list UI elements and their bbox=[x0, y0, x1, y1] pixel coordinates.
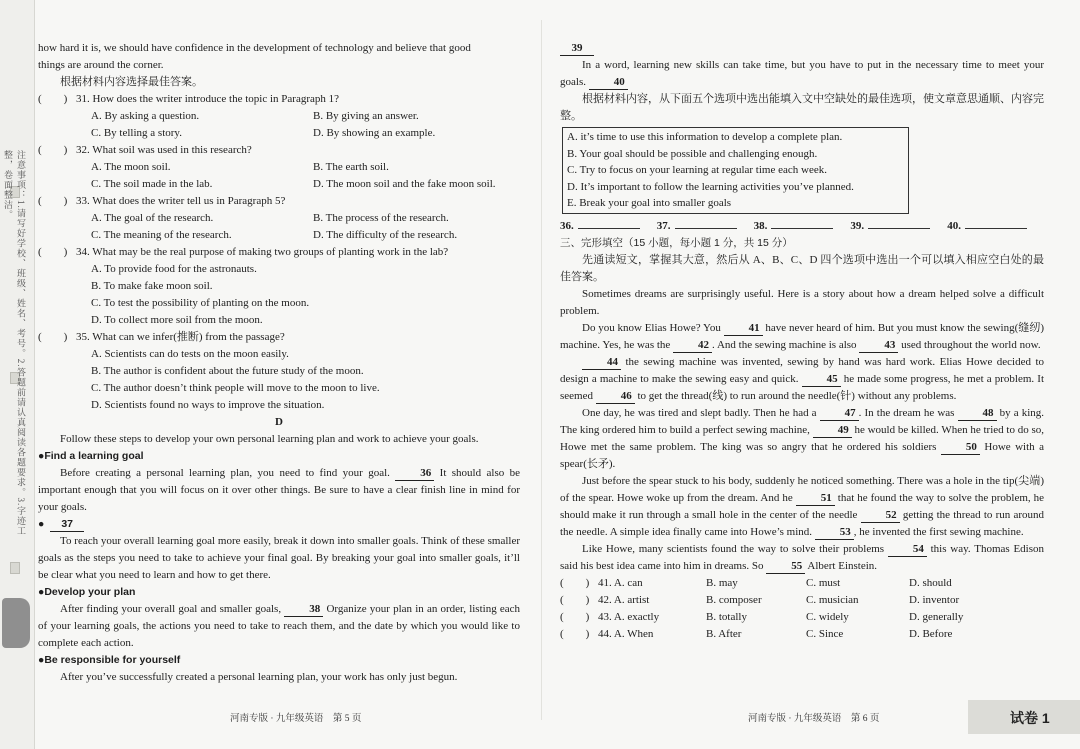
instruction-c: 根据材料内容选择最佳答案。 bbox=[60, 76, 203, 88]
choice-d: D. Before bbox=[909, 627, 953, 640]
option-a: A. The moon soil. bbox=[91, 161, 171, 173]
option-c: C. By telling a story. bbox=[91, 127, 182, 139]
text: Like Howe, many scientists found the way to solve their problems bbox=[582, 542, 885, 555]
question-31 bbox=[38, 91, 520, 142]
blank-37[interactable]: 37 bbox=[50, 518, 84, 532]
text: After finding your overall goal and smaller goals, bbox=[60, 603, 282, 615]
choice-d: D. inventor bbox=[909, 593, 960, 606]
text: Before creating a personal learning plan, you need to find your goal. bbox=[60, 467, 390, 479]
answer-lines bbox=[560, 217, 1044, 235]
question-stem: 35. What can we infer(推断) from the passage? bbox=[76, 331, 285, 343]
slot-label: 39. bbox=[850, 219, 865, 232]
choice-d: D. should bbox=[909, 576, 952, 589]
choice-a: 42. A. artist bbox=[598, 593, 650, 606]
options-box bbox=[562, 127, 909, 214]
option-list bbox=[91, 261, 520, 329]
blank-51[interactable]: 51 bbox=[796, 492, 835, 506]
box-option-b: B. Your goal should be possible and challenging enough. bbox=[567, 147, 818, 160]
answer-paren[interactable]: ( ) bbox=[38, 195, 68, 207]
choice-c: C. widely bbox=[806, 610, 849, 623]
text: to get the thread(线) to run around the needle(针) without any problems. bbox=[637, 389, 957, 402]
page-6 bbox=[560, 40, 1044, 700]
cloze-para6 bbox=[560, 541, 1044, 575]
page-footer-right: 河南专版 · 九年级英语 第 6 页 bbox=[748, 714, 880, 724]
instruction-cloze: 先通读短文，掌握其大意，然后从 A、B、C、D 四个选项中选出一个可以填入相应空白处的最佳答案。 bbox=[560, 253, 1044, 283]
option-c: C. The meaning of the research. bbox=[91, 229, 232, 241]
text: One day, he was tired and slept badly. Then he had a bbox=[582, 406, 817, 419]
slot-label: 36. bbox=[560, 219, 574, 232]
choice-a: 41. A. can bbox=[598, 576, 643, 589]
option-d: D. By showing an example. bbox=[313, 127, 436, 139]
text: the sewing machine was invented, sewing by hand was hard work. Elias Howe decided to design a machine to make the sewing easy and quick. bbox=[560, 355, 1045, 385]
subheading-text: Find a learning goal bbox=[44, 450, 144, 462]
question-stem: 32. What soil was used in this research? bbox=[76, 144, 252, 156]
text: Just before the spear stuck to his body, suddenly he noticed something. There was a hole in the tip(尖端) of the spear. Howe woke up from the dream. And he bbox=[560, 474, 1044, 504]
section-3-title: 三、完形填空（15 小题，每小题 1 分，共 15 分） bbox=[560, 236, 793, 249]
answer-paren[interactable]: ( ) bbox=[38, 246, 68, 258]
text: by a king. The king ordered him to build a perfect sewing machine, bbox=[560, 406, 1045, 436]
choice-c: C. musician bbox=[806, 593, 859, 606]
binding-grip bbox=[2, 598, 30, 648]
blank-54[interactable]: 54 bbox=[888, 543, 927, 557]
option-a: A. Scientists can do tests on the moon easily. bbox=[91, 348, 289, 360]
answer-slot-37[interactable] bbox=[657, 217, 754, 235]
answer-slot-38[interactable] bbox=[754, 217, 851, 235]
text: this way. Thomas Edison said his best idea came into him in dreams. So bbox=[560, 542, 1044, 572]
choice-c: C. must bbox=[806, 576, 841, 589]
choice-b: B. composer bbox=[706, 593, 762, 606]
option-c: C. The author doesn’t think people will move to the moon to live. bbox=[91, 382, 380, 394]
option-d: D. The difficulty of the research. bbox=[313, 229, 458, 241]
answer-paren[interactable]: ( ) bbox=[38, 93, 68, 105]
option-a: A. By asking a question. bbox=[91, 110, 200, 122]
cloze-para2 bbox=[560, 320, 1044, 354]
blank-47[interactable]: 47 bbox=[820, 407, 859, 421]
answer-paren[interactable]: ( ) bbox=[560, 610, 590, 623]
text: It should also be important enough that you will focus on it over other things. Be sure to have a clear finish line in mind for your goals. bbox=[38, 467, 520, 513]
blank-55[interactable]: 55 bbox=[766, 560, 805, 574]
option-a: A. The goal of the research. bbox=[91, 212, 214, 224]
choice-a: 43. A. exactly bbox=[598, 610, 660, 623]
question-stem: 31. How does the writer introduce the topic in Paragraph 1? bbox=[76, 93, 340, 105]
subheading-text: Develop your plan bbox=[44, 586, 136, 598]
option-list bbox=[91, 346, 520, 414]
answer-slot-40[interactable] bbox=[947, 217, 1044, 235]
blank-48[interactable]: 48 bbox=[958, 407, 997, 421]
blank-49[interactable]: 49 bbox=[813, 424, 852, 438]
blank-45[interactable]: 45 bbox=[802, 373, 841, 387]
subheading: ●Develop your plan bbox=[38, 586, 136, 598]
box-option-e: E. Break your goal into smaller goals bbox=[567, 197, 732, 209]
answer-paren[interactable]: ( ) bbox=[560, 627, 590, 640]
subheading-blank: ● 37 bbox=[38, 516, 520, 533]
option-b: B. The author is confident about the future study of the moon. bbox=[91, 365, 364, 377]
text: he made some progress, he met a problem. It seemed bbox=[560, 372, 1044, 402]
text: Albert Einstein. bbox=[807, 559, 878, 572]
subheading-text: Be responsible for yourself bbox=[44, 654, 181, 666]
blank-53[interactable]: 53 bbox=[815, 526, 854, 540]
question-stem: 33. What does the writer tell us in Paragraph 5? bbox=[76, 195, 286, 207]
passage-d-para2: To reach your overall learning goal more easily, break it down into smaller goals. Think of these smaller goals as the steps you need to take to achieve your final goal. By breaking your goal into smaller goals, it’ll be clear what you need to learn and how to get there. bbox=[38, 535, 520, 581]
blank-46[interactable]: 46 bbox=[596, 390, 635, 404]
blank-42[interactable]: 42 bbox=[673, 339, 712, 353]
question-33 bbox=[38, 193, 520, 244]
binding-mark bbox=[10, 562, 20, 574]
cloze-para1: Sometimes dreams are surprisingly useful. Here is a story about how a dream helped solve a difficult problem. bbox=[560, 287, 1044, 317]
text: getting the thread to run around the needle. A simple idea finally came into Howe’s mind. bbox=[560, 508, 1045, 538]
cloze-para3 bbox=[560, 354, 1044, 405]
choice-b: B. After bbox=[706, 627, 742, 640]
blank-39[interactable]: 39 bbox=[560, 42, 594, 56]
answer-slot-39[interactable] bbox=[850, 217, 947, 235]
option-d: D. Scientists found no ways to improve the situation. bbox=[91, 399, 325, 411]
text-line: how hard it is, we should have confidence in the development of technology and believe that good bbox=[38, 42, 471, 54]
blank-43[interactable]: 43 bbox=[859, 339, 898, 353]
subheading: ●Be responsible for yourself bbox=[38, 654, 181, 666]
option-a: A. To provide food for the astronauts. bbox=[91, 263, 257, 275]
binding-margin bbox=[0, 0, 35, 749]
text: Do you know Elias Howe? You bbox=[582, 321, 721, 334]
slot-label: 37. bbox=[656, 219, 671, 232]
badge-label: 试卷 1 bbox=[1010, 710, 1050, 726]
question-34 bbox=[38, 244, 520, 329]
page-5 bbox=[38, 40, 520, 700]
choice-a: 44. A. When bbox=[598, 627, 654, 640]
answer-paren[interactable]: ( ) bbox=[38, 331, 68, 343]
text: that he found the way to solve the problem, he should make it run through a small hole in the center of the needle bbox=[560, 491, 1045, 521]
passage-c-ending bbox=[38, 40, 520, 74]
text: have never heard of him. But you must know the sewing(缝纫) machine. Yes, he was the bbox=[560, 321, 1045, 351]
text: used throughout the world now. bbox=[901, 338, 1041, 351]
text: . And the sewing machine is also bbox=[712, 338, 857, 351]
text-line: things are around the corner. bbox=[38, 59, 164, 71]
option-b: B. To make fake moon soil. bbox=[91, 280, 213, 292]
subheading: ●Find a learning goal bbox=[38, 450, 144, 462]
option-d: D. The moon soil and the fake moon soil. bbox=[313, 178, 496, 190]
blank-44[interactable]: 44 bbox=[582, 356, 621, 370]
option-c: C. The soil made in the lab. bbox=[91, 178, 213, 190]
blank-38[interactable]: 38 bbox=[284, 603, 323, 617]
box-option-a: A. it’s time to use this information to develop a complete plan. bbox=[567, 131, 843, 143]
text: . In the dream he was bbox=[858, 406, 955, 419]
blank-41[interactable]: 41 bbox=[724, 322, 763, 336]
question-35 bbox=[38, 329, 520, 414]
option-b: B. By giving an answer. bbox=[313, 110, 419, 122]
page-footer-left: 河南专版 · 九年级英语 第 5 页 bbox=[230, 714, 362, 724]
passage-d-para3 bbox=[38, 601, 520, 652]
text: , he invented the first sewing machine. bbox=[853, 525, 1024, 538]
question-32 bbox=[38, 142, 520, 193]
box-option-d: D. It’s important to follow the learning activities you’ve planned. bbox=[567, 180, 854, 193]
answer-paren[interactable]: ( ) bbox=[560, 593, 590, 606]
choice-d: D. generally bbox=[909, 610, 964, 623]
section-d-title: D bbox=[275, 416, 283, 428]
passage-d-para1 bbox=[38, 465, 520, 516]
binding-notice: 注意事项：1.请写好学校、班级、姓名、考号。2.答题前请认真阅读各题要求。3.字迹工整，卷面整洁。 bbox=[3, 150, 26, 537]
passage-d-conclusion bbox=[560, 57, 1044, 91]
answer-paren[interactable]: ( ) bbox=[560, 576, 590, 589]
choice-c: C. Since bbox=[806, 627, 844, 640]
passage-d-para4: After you’ve successfully created a personal learning plan, your work has only just begun. bbox=[60, 671, 458, 683]
slot-label: 40. bbox=[947, 219, 961, 232]
text: Organize your plan in an order, listing each of your learning goals, the actions you need to take to reach them, and the date by which you would like to complete each action. bbox=[38, 603, 521, 649]
question-stem: 34. What may be the real purpose of making two groups of planting work in the lab? bbox=[76, 246, 449, 258]
slot-label: 38. bbox=[753, 219, 768, 232]
cloze-para4 bbox=[560, 405, 1044, 473]
option-d: D. To collect more soil from the moon. bbox=[91, 314, 263, 326]
blank-50[interactable]: 50 bbox=[941, 441, 980, 455]
box-option-c: C. Try to focus on your learning at regular time each week. bbox=[567, 164, 827, 176]
passage-d-continued bbox=[560, 40, 1044, 57]
text: In a word, learning new skills can take time, but you have to put in the necessary time to meet your goals. bbox=[560, 59, 1044, 88]
option-c: C. To test the possibility of planting on the moon. bbox=[91, 297, 310, 309]
page-divider bbox=[541, 20, 542, 720]
answer-slot-36[interactable] bbox=[560, 217, 657, 235]
text: Howe with a spear(长矛). bbox=[560, 440, 1044, 470]
option-b: B. The process of the research. bbox=[313, 212, 449, 224]
blank-52[interactable]: 52 bbox=[861, 509, 900, 523]
passage-d-intro: Follow these steps to develop your own personal learning plan and work to achieve your goals. bbox=[60, 433, 479, 445]
option-b: B. The earth soil. bbox=[313, 161, 389, 173]
choice-b: B. totally bbox=[706, 610, 747, 623]
blank-36[interactable]: 36 bbox=[395, 467, 434, 481]
paper-badge bbox=[968, 700, 1080, 734]
blank-40[interactable]: 40 bbox=[589, 76, 628, 90]
cloze-choices bbox=[560, 575, 1044, 643]
cloze-para5 bbox=[560, 473, 1044, 541]
choice-b: B. may bbox=[706, 576, 738, 589]
answer-paren[interactable]: ( ) bbox=[38, 144, 68, 156]
instruction-d: 根据材料内容，从下面五个选项中选出能填入文中空缺处的最佳选项，使文章意思通顺、内容完整。 bbox=[560, 93, 1044, 122]
text: he would be killed. When he tried to do so, Howe met the same problem. The king was so angry that he ordered his soldiers bbox=[560, 423, 1045, 453]
